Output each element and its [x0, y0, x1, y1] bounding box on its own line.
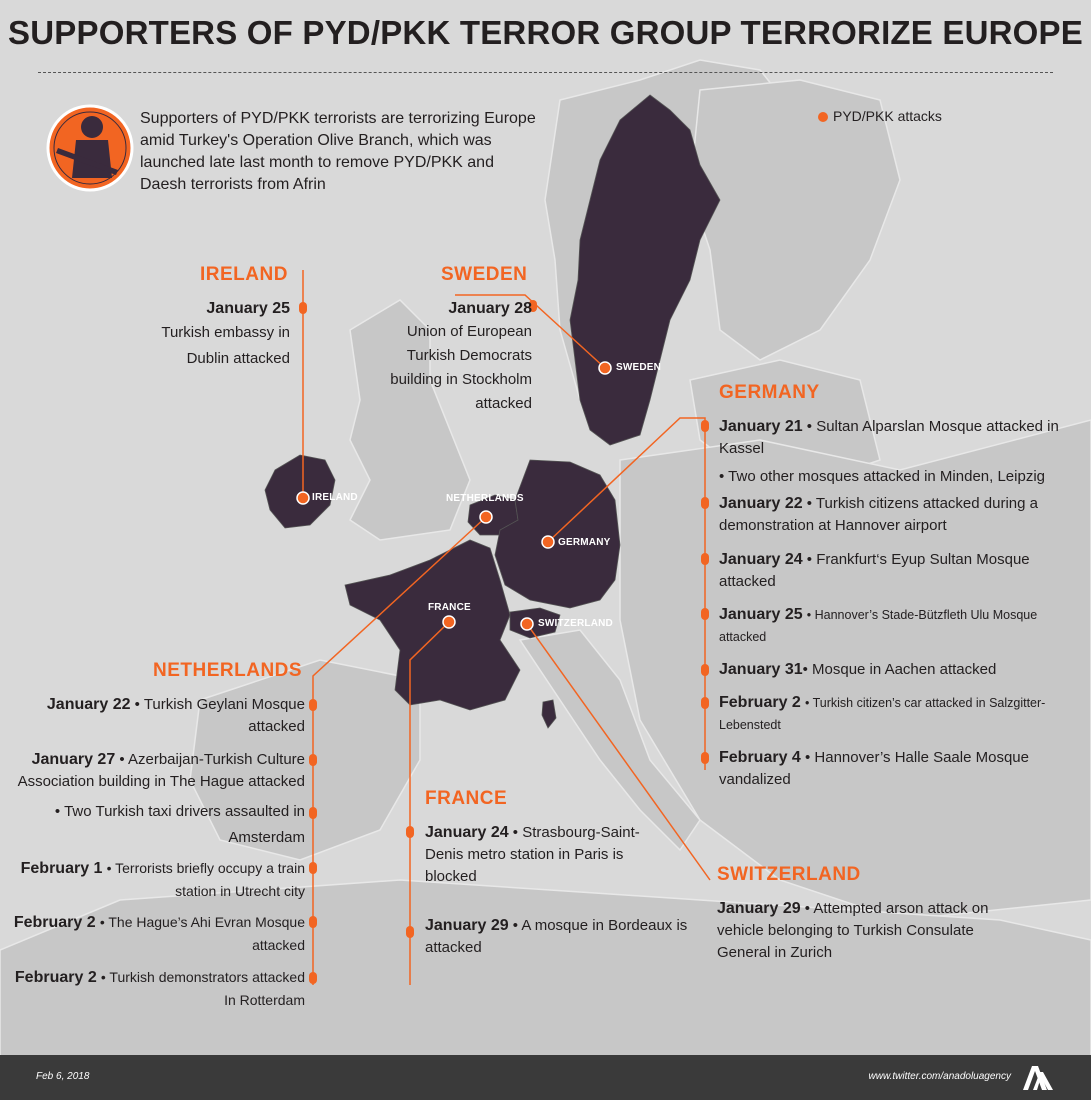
ireland-text-line-2: Dublin attacked — [186, 350, 290, 367]
germany-text-1: • Sultan Alparslan Mosque attacked in Kassel — [719, 418, 1059, 457]
switzerland-dot — [521, 618, 533, 630]
germany-marker-2 — [701, 497, 709, 509]
netherlands-marker-6 — [309, 972, 317, 984]
sweden-entry — [320, 298, 532, 416]
germany-date-1: January 21 — [719, 418, 803, 435]
sweden-heading: SWEDEN — [441, 264, 528, 285]
netherlands-date-2: January 27 — [31, 751, 116, 768]
germany-entry-1 — [719, 416, 1079, 488]
sweden-text-line-3: building in Stockholm — [390, 371, 532, 388]
germany-marker-1 — [701, 420, 709, 432]
map-label-germany: GERMANY — [558, 537, 611, 548]
switzerland-entry — [717, 898, 1002, 964]
germany-text-3: • Frankfurt‘s Eyup Sultan Mosque attacked — [719, 551, 1030, 590]
ireland-entry — [90, 298, 290, 372]
map-label-netherlands: NETHERLANDS — [446, 493, 524, 504]
netherlands-marker-5 — [309, 916, 317, 928]
ireland-date: January 25 — [206, 300, 290, 317]
netherlands-entry-4 — [0, 911, 305, 957]
twitter-link[interactable]: www.twitter.com/anadoluagency — [868, 1071, 1011, 1082]
sweden-date: January 28 — [448, 300, 532, 317]
germany-marker-7 — [701, 752, 709, 764]
netherlands-text-4: • The Hague’s Ahi Evran Mosque attacked — [99, 914, 305, 953]
germany-dot — [542, 536, 554, 548]
footer-bar — [0, 1055, 1091, 1100]
sweden-text-line-2: Turkish Democrats — [406, 347, 532, 364]
map-label-france: FRANCE — [428, 602, 471, 613]
netherlands-date-3: February 1 — [20, 860, 103, 877]
france-marker-2 — [406, 926, 414, 938]
germany-date-4: January 25 — [719, 606, 803, 623]
france-marker-1 — [406, 826, 414, 838]
sweden-text-line-1: Union of European — [406, 323, 532, 340]
germany-entry-2 — [719, 493, 1079, 537]
germany-date-5: January 31 — [719, 661, 803, 678]
germany-date-3: January 24 — [719, 551, 803, 568]
netherlands-text-3: • Terrorists briefly occupy a train station in Utrecht city — [106, 860, 305, 899]
netherlands-marker-3 — [309, 807, 317, 819]
legend-label: PYD/PKK attacks — [833, 108, 942, 124]
footer-date: Feb 6, 2018 — [36, 1071, 90, 1082]
ireland-text-line-1: Turkish embassy in — [161, 324, 290, 341]
netherlands-marker-4 — [309, 862, 317, 874]
france-date-1: January 24 — [425, 824, 509, 841]
ireland-heading: IRELAND — [200, 264, 288, 285]
sweden-dot — [599, 362, 611, 374]
militant-silhouette-icon — [48, 106, 132, 190]
ireland-dot — [297, 492, 309, 504]
france-date-2: January 29 — [425, 917, 509, 934]
switzerland-heading: SWITZERLAND — [717, 864, 861, 885]
germany-text-2: • Turkish citizens attacked during a demonstration at Hannover airport — [719, 495, 1038, 534]
netherlands-heading: NETHERLANDS — [153, 660, 303, 681]
netherlands-text-2: • Azerbaijan-Turkish Culture Association building in The Hague attacked — [17, 751, 305, 790]
france-text-1: • Strasbourg-Saint-Denis metro station in Paris is blocked — [425, 824, 640, 885]
corsica-shape — [542, 700, 556, 728]
germany-entry-7 — [719, 747, 1079, 791]
map-label-switzerland: SWITZERLAND — [538, 618, 613, 629]
map-label-sweden: SWEDEN — [616, 362, 662, 373]
germany-entry-6 — [719, 692, 1079, 736]
germany-entry-5 — [719, 659, 1079, 681]
netherlands-date-1: January 22 — [46, 696, 131, 713]
netherlands-extra-2: • Two Turkish taxi drivers assaulted in Amsterdam — [54, 803, 305, 846]
netherlands-entry-5 — [0, 966, 305, 1012]
switzerland-date: January 29 — [717, 900, 801, 917]
page-title: SUPPORTERS OF PYD/PKK TERROR GROUP TERRORIZE EUROPE — [8, 14, 1083, 51]
netherlands-entry-3 — [0, 857, 305, 903]
germany-marker-5 — [701, 664, 709, 676]
anadolu-agency-logo-icon — [1021, 1062, 1055, 1092]
netherlands-marker-1 — [309, 699, 317, 711]
germany-heading: GERMANY — [719, 382, 820, 403]
title-divider — [38, 72, 1053, 73]
germany-extra-1: • Two other mosques attacked in Minden, Leipzig — [719, 468, 1045, 485]
netherlands-date-5: February 2 — [14, 969, 97, 986]
germany-text-7: • Hannover’s Halle Saale Mosque vandalized — [719, 749, 1029, 788]
germany-marker-6 — [701, 697, 709, 709]
netherlands-text-5: • Turkish demonstrators attacked In Rotterdam — [100, 969, 305, 1008]
germany-date-2: January 22 — [719, 495, 803, 512]
germany-marker-3 — [701, 553, 709, 565]
netherlands-entry-2 — [0, 749, 305, 851]
netherlands-text-1: • Turkish Geylani Mosque attacked — [134, 696, 305, 735]
legend-dot-icon — [818, 112, 828, 122]
germany-text-4: • Hannover’s Stade-Bützfleth Ulu Mosque attacked — [719, 608, 1038, 644]
switzerland-text: • Attempted arson attack on vehicle belonging to Turkish Consulate General in Zurich — [717, 900, 989, 961]
germany-entry-4 — [719, 604, 1079, 648]
germany-text-5: • Mosque in Aachen attacked — [802, 661, 997, 678]
netherlands-entry-1 — [0, 694, 305, 738]
france-text-2: • A mosque in Bordeaux is attacked — [425, 917, 688, 956]
netherlands-marker-2 — [309, 754, 317, 766]
sweden-text-line-4: attacked — [475, 395, 532, 412]
france-heading: FRANCE — [425, 788, 508, 809]
france-dot — [443, 616, 455, 628]
map-label-ireland: IRELAND — [312, 492, 358, 503]
netherlands-date-4: February 2 — [13, 914, 96, 931]
germany-date-7: February 4 — [719, 749, 801, 766]
intro-text: Supporters of PYD/PKK terrorists are terrorizing Europe amid Turkey's Operation Olive Branch, which was launched late last month to remove PYD/PKK and Daesh terrorists from Afrin — [140, 110, 536, 193]
germany-entry-3 — [719, 549, 1079, 593]
france-entry-2 — [425, 915, 695, 959]
netherlands-dot — [480, 511, 492, 523]
legend — [818, 108, 942, 124]
germany-date-6: February 2 — [719, 694, 801, 711]
germany-marker-4 — [701, 608, 709, 620]
france-entry-1 — [425, 822, 645, 888]
germany-text-6: • Turkish citizen’s car attacked in Salzgitter-Lebenstedt — [719, 696, 1046, 732]
ireland-marker — [299, 302, 307, 314]
